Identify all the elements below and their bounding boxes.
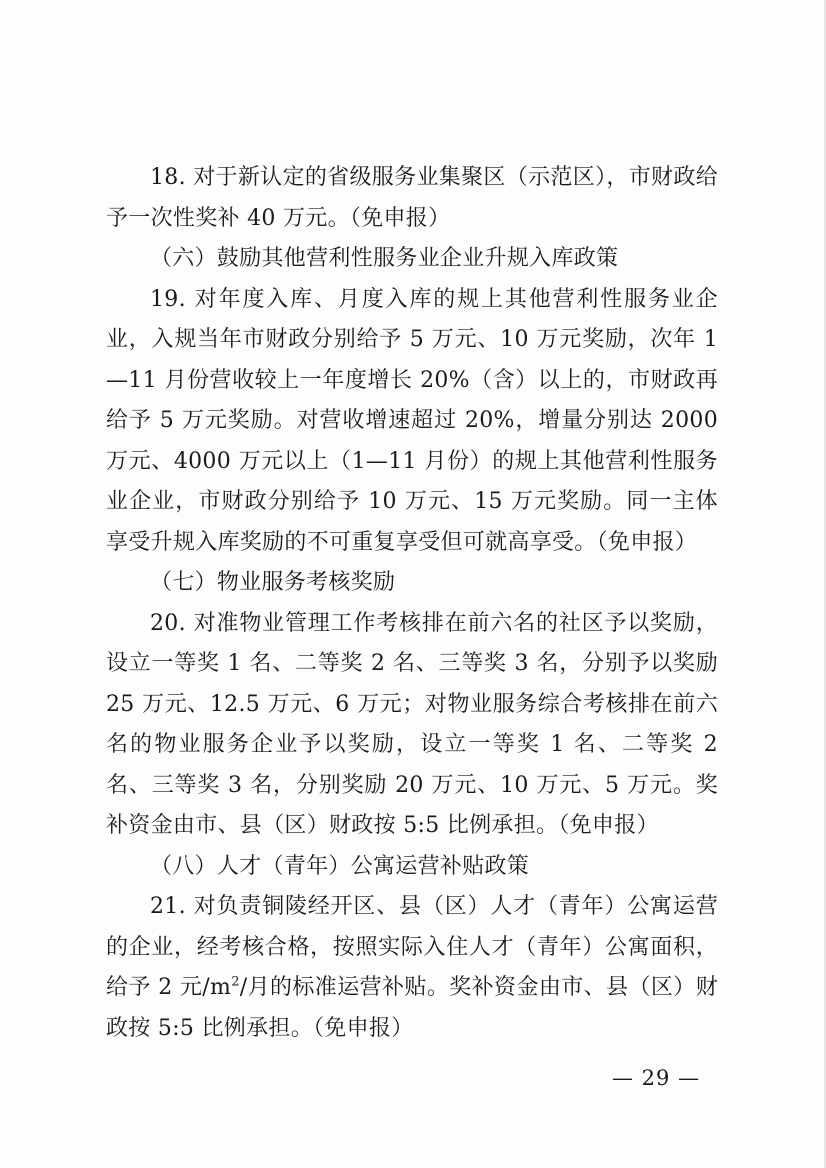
page-number: — 29 — [612,1066,701,1090]
section-heading-7: （七）物业服务考核奖励 [150,570,396,595]
paragraph-21-text-before: 21. 对负责铜陵经开区、县（区）人才（青年）公寓运营的企业，经考核合格，按照实际入住人才（青年）公寓面积，给予 2 元/m [106,894,718,1000]
paragraph-20: 20. 对准物业管理工作考核排在前六名的社区予以奖励，设立一等奖 1 名、二等奖 2 名、三等奖 3 名，分别予以奖励 25 万元、12.5 万元、6 万元；对物业服务综合考核排在前六名的物业服务企业予以奖励，设立一等奖 1 名、二等奖 2 名、三等奖 3 名，分别奖励 20 万元、10 万元、5 万元。奖补资金由市、县（区）财政按 5:5 比例承担。（免申报） [106,610,718,838]
paragraph-19: 19. 对年度入库、月度入库的规上其他营利性服务业企业，入规当年市财政分别给予 5 万元、10 万元奖励，次年 1—11 月份营收较上一年度增长 20%（含）以上的，市财政再给予 5 万元奖励。对营收增速超过 20%，增量分别达 2000 万元、4000 万元以上（1—11 月份）的规上其他营利性服务业企业，市财政分别给予 10 万元、15 万元奖励。同一主体享受升规入库奖励的不可重复享受但可就高享受。（免申报） [106,286,718,555]
paragraph-18: 18. 对于新认定的省级服务业集聚区（示范区），市财政给予一次性奖补 40 万元。（免申报） [106,165,718,231]
paragraph-21 [106,887,718,1049]
paragraph-21-text-after: /月的标准运营补贴。奖补资金由市、县（区）财政按 5:5 比例承担。（免申报） [106,975,718,1041]
document-body [106,158,718,1049]
unit-superscript: 2 [231,974,240,990]
section-heading-6: （六）鼓励其他营利性服务业企业升规入库政策 [150,246,619,271]
section-heading-8: （八）人才（青年）公寓运营补贴政策 [150,853,530,879]
